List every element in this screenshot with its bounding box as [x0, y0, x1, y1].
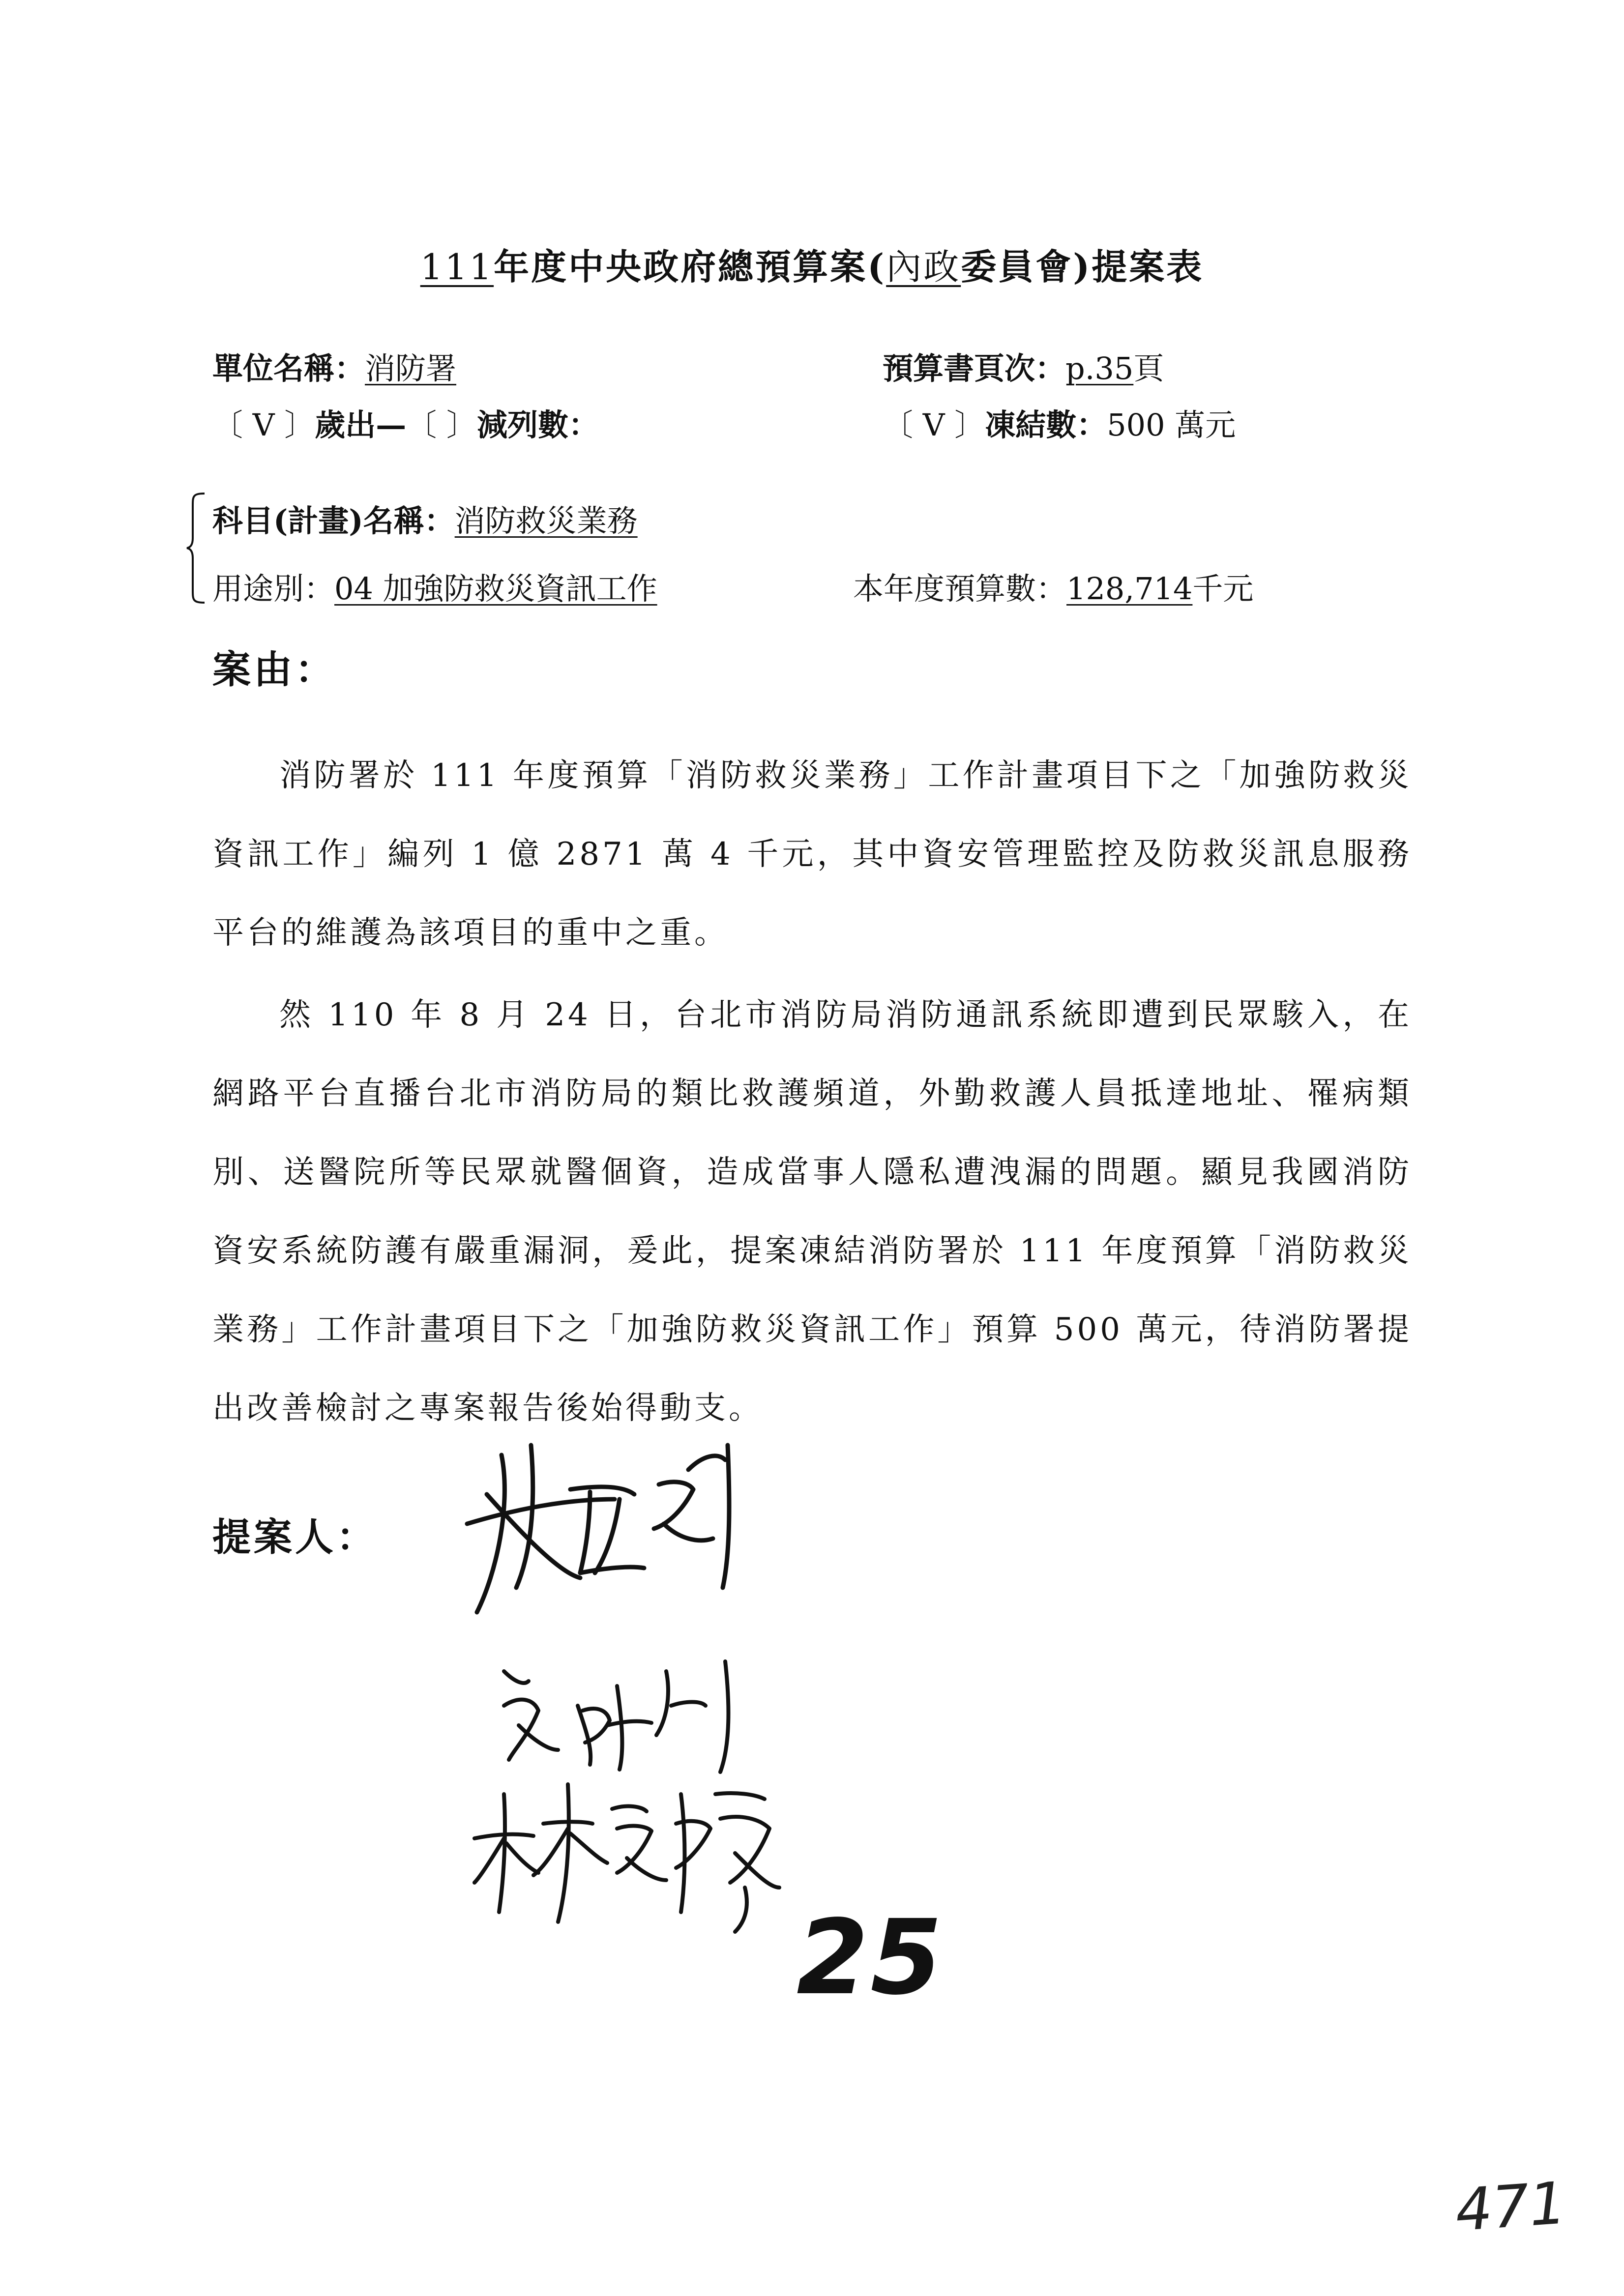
- freeze-value: 500 萬元: [1107, 407, 1236, 443]
- freeze-field: [883, 401, 1236, 444]
- unit-field: [212, 344, 456, 388]
- cut-label: 減列數：: [476, 407, 599, 443]
- reason-heading: 案由：: [212, 647, 337, 692]
- freeze-checkbox: 〔 V 〕: [883, 407, 985, 443]
- title-part-2: 委員會)提案表: [961, 246, 1204, 288]
- annual-budget-value: 128,714: [1066, 571, 1193, 607]
- corner-page-stamp: 471: [1453, 2169, 1568, 2244]
- purpose-field: [212, 564, 657, 608]
- annual-budget-field: [853, 564, 1253, 608]
- reason-paragraph-2: 然 110 年 8 月 24 日，台北市消防局消防通訊系統即遭到民眾駭入，在網路平台直播台北市消防局的類比救護頻道，外勤救護人員抵達地址、罹病類別、送醫院所等民眾就醫個資，造成當事人隱私遭洩漏的問題。顯見我國消防資安系統防護有嚴重漏洞，爰此，提案凍結消防署於 111 年度預算「消防救災業務」工作計畫項目下之「加強防救災資訊工作」預算 500 萬元，待消防署提出改善檢討之專案報告後始得動支。: [212, 997, 1412, 1426]
- subject-field: [212, 496, 638, 540]
- bracket-mark: [186, 492, 206, 605]
- budget-page-value: p.35: [1065, 350, 1134, 386]
- expense-label: 歲出—: [315, 407, 407, 443]
- title-committee: 內政: [886, 246, 961, 288]
- annual-budget-label: 本年度預算數：: [853, 571, 1067, 607]
- unit-label: 單位名稱：: [212, 350, 365, 386]
- subject-value: 消防救災業務: [454, 503, 638, 539]
- signature-3: [470, 1765, 784, 1942]
- title-year: 111: [420, 246, 494, 288]
- handwritten-page-number: 25: [797, 1897, 945, 2018]
- cut-checkbox: 〔 〕: [406, 407, 477, 443]
- signature-2: [494, 1652, 750, 1779]
- page-title: [0, 238, 1624, 290]
- budget-page-suffix: 頁: [1133, 350, 1164, 386]
- title-part-1: 年度中央政府總預算案(: [494, 246, 886, 288]
- freeze-label: 凍結數：: [985, 407, 1107, 443]
- annual-budget-unit: 千元: [1192, 571, 1254, 607]
- expense-field: [212, 401, 599, 444]
- signature-1: [457, 1425, 752, 1632]
- expense-checkbox: 〔 V 〕: [212, 407, 315, 443]
- purpose-value: 04 加強防救災資訊工作: [334, 571, 657, 607]
- reason-paragraph-1: 消防署於 111 年度預算「消防救災業務」工作計畫項目下之「加強防救災資訊工作」編列 1 億 2871 萬 4 千元，其中資安管理監控及防救災訊息服務平台的維護為該項目的重中之重。: [212, 757, 1412, 951]
- unit-value: 消防署: [365, 350, 457, 386]
- budget-page-label: 預算書頁次：: [883, 350, 1066, 386]
- subject-label: 科目(計畫)名稱：: [212, 503, 455, 539]
- budget-page-field: [883, 344, 1164, 388]
- proposer-label: 提案人：: [212, 1515, 378, 1560]
- purpose-label: 用途別：: [212, 571, 335, 607]
